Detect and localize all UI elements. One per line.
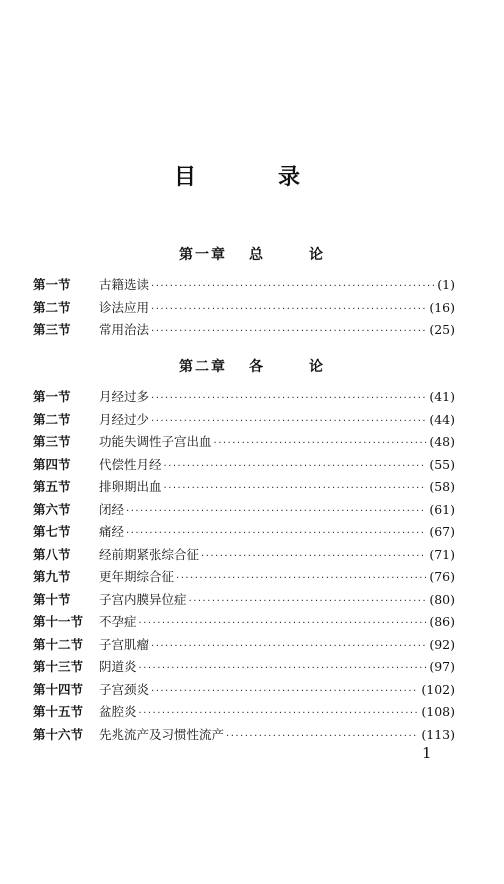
section-page: (41) — [429, 389, 455, 404]
dot-leader — [151, 304, 426, 315]
dot-leader — [151, 281, 434, 292]
chapter-heading-2 — [0, 356, 504, 376]
section-page: (1) — [437, 277, 455, 292]
section-label: 第九节 — [33, 569, 71, 584]
toc-entry[interactable] — [33, 612, 455, 635]
section-title: 痛经 — [99, 524, 125, 539]
section-page: (71) — [429, 546, 455, 562]
toc-entry[interactable] — [33, 477, 455, 500]
section-page: (58) — [429, 479, 455, 494]
section-label: 第二节 — [33, 299, 71, 315]
chapter-number: 第二章 — [179, 359, 227, 375]
chapter-name-part: 各 — [249, 359, 265, 375]
section-label: 第十节 — [33, 591, 71, 607]
section-page: (16) — [429, 299, 455, 315]
section-title: 功能失调性子宫出血 — [99, 434, 212, 449]
dot-leader — [164, 483, 427, 494]
section-title: 不孕症 — [99, 614, 137, 629]
dot-leader — [151, 393, 426, 404]
section-page: (102) — [421, 681, 455, 697]
toc-entry[interactable] — [33, 432, 455, 455]
section-title: 月经过少 — [99, 411, 150, 427]
section-title: 先兆流产及习惯性流产 — [99, 726, 225, 742]
toc-entry[interactable] — [33, 725, 455, 748]
dot-leader — [151, 416, 426, 427]
section-page: (48) — [429, 434, 455, 449]
page-number: 1 — [422, 744, 432, 762]
section-page: (44) — [429, 411, 455, 427]
chapter-number: 第一章 — [179, 247, 227, 263]
dot-leader — [139, 618, 427, 629]
dot-leader — [176, 573, 426, 584]
section-title: 月经过多 — [99, 389, 150, 404]
section-page: (61) — [429, 501, 455, 517]
toc-entry[interactable] — [33, 635, 455, 658]
section-title: 更年期综合征 — [99, 569, 175, 584]
section-title: 经前期紧张综合征 — [99, 546, 200, 562]
section-label: 第一节 — [33, 277, 71, 292]
section-label: 第七节 — [33, 524, 71, 539]
dot-leader — [214, 438, 427, 449]
toc-entry[interactable] — [33, 657, 455, 680]
section-title: 子宫颈炎 — [99, 681, 150, 697]
section-title: 子宫内膜异位症 — [99, 591, 187, 607]
dot-leader — [126, 506, 426, 517]
toc-entry[interactable] — [33, 298, 455, 321]
chapter-heading-1 — [0, 244, 504, 264]
toc-entry[interactable] — [33, 522, 455, 545]
toc-entry[interactable] — [33, 320, 455, 343]
toc-entry[interactable] — [33, 500, 455, 523]
dot-leader — [126, 528, 426, 539]
toc-entry[interactable] — [33, 545, 455, 568]
toc-entry[interactable] — [33, 590, 455, 613]
section-label: 第八节 — [33, 546, 71, 562]
section-title: 阴道炎 — [99, 659, 137, 674]
section-title: 常用治法 — [99, 322, 150, 337]
section-label: 第五节 — [33, 479, 71, 494]
dot-leader — [189, 596, 427, 607]
section-label: 第四节 — [33, 456, 71, 472]
dot-leader — [139, 708, 419, 719]
section-title: 排卵期出血 — [99, 479, 162, 494]
dot-leader — [151, 686, 418, 697]
section-label: 第二节 — [33, 411, 71, 427]
section-label: 第一节 — [33, 389, 71, 404]
toc-entry[interactable] — [33, 567, 455, 590]
dot-leader — [151, 326, 426, 337]
section-page: (76) — [429, 569, 455, 584]
chapter-name-part: 论 — [309, 247, 325, 263]
section-title: 代偿性月经 — [99, 456, 162, 472]
toc-entry[interactable] — [33, 680, 455, 703]
toc-entry[interactable] — [33, 702, 455, 725]
section-page: (97) — [429, 659, 455, 674]
section-page: (55) — [429, 456, 455, 472]
section-page: (67) — [429, 524, 455, 539]
page-title: 目 录 — [173, 165, 330, 190]
section-page: (92) — [429, 636, 455, 652]
section-label: 第三节 — [33, 322, 71, 337]
toc-entry[interactable] — [33, 455, 455, 478]
dot-leader — [139, 663, 427, 674]
toc-entry[interactable] — [33, 387, 455, 410]
section-title: 子宫肌瘤 — [99, 636, 150, 652]
dot-leader — [201, 551, 426, 562]
section-page: (113) — [421, 726, 455, 742]
dot-leader — [226, 731, 418, 742]
section-page: (86) — [429, 614, 455, 629]
section-title: 闭经 — [99, 501, 125, 517]
section-label: 第十六节 — [33, 726, 84, 742]
section-label: 第三节 — [33, 434, 71, 449]
section-label: 第十一节 — [33, 614, 84, 629]
section-page: (25) — [429, 322, 455, 337]
section-label: 第六节 — [33, 501, 71, 517]
section-label: 第十五节 — [33, 704, 84, 719]
section-title: 诊法应用 — [99, 299, 150, 315]
toc-list-chapter-1 — [33, 275, 455, 343]
section-title: 古籍选读 — [99, 277, 150, 292]
dot-leader — [164, 461, 427, 472]
section-title: 盆腔炎 — [99, 704, 137, 719]
chapter-name-part: 论 — [309, 359, 325, 375]
toc-entry[interactable] — [33, 275, 455, 298]
toc-list-chapter-2 — [33, 387, 455, 747]
toc-entry[interactable] — [33, 410, 455, 433]
dot-leader — [151, 641, 426, 652]
section-label: 第十四节 — [33, 681, 84, 697]
chapter-name-part: 总 — [249, 247, 265, 263]
section-label: 第十二节 — [33, 636, 84, 652]
section-page: (108) — [421, 704, 455, 719]
section-page: (80) — [429, 591, 455, 607]
section-label: 第十三节 — [33, 659, 84, 674]
